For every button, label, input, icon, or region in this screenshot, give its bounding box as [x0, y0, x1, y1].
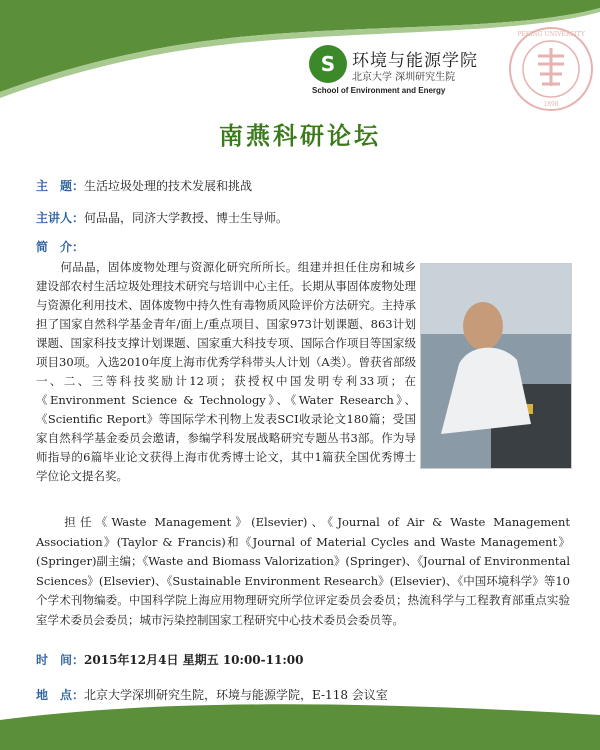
- topic-label: 主 题：: [36, 179, 85, 193]
- intro-paragraph-2-text: 担任《Waste Management》(Elsevier)、《Journal of Air & Waste Management Association》(Taylor & Francis)和《Journal of Material Cycles and Waste Management》(Springer)副主编；《Waste and Biomass Valorization》(Springer)、《Journal of Environmental Sciences》(Elsevier)、《Sustainable Environment Research》(Elsevier)、《中国环境科学》等10个学术刊物编委。中国科学院上海应用物理研究所学位评定委员会委员；热流科学与工程教育部重点实验室学术委员会委员；城市污染控制国家工程研究中心技术委员会委员等。: [36, 515, 571, 627]
- school-name-cn: 环境与能源学院: [352, 51, 478, 71]
- svg-text:S: S: [320, 52, 336, 76]
- seal-text: PEKING UNIVERSITY: [517, 31, 585, 38]
- speaker-photo: [420, 263, 572, 469]
- intro-heading: [36, 238, 84, 255]
- intro-paragraph-2: [36, 513, 570, 630]
- time-value: 2015年12月4日 星期五 10:00-11:00: [84, 653, 304, 667]
- peking-university-seal-icon: [508, 26, 594, 112]
- time-row: [36, 651, 303, 668]
- speaker-label: 主讲人：: [36, 211, 85, 225]
- intro-paragraph-1: [36, 258, 416, 486]
- intro-label: 简 介：: [36, 240, 85, 254]
- place-row: [36, 686, 388, 703]
- intro-paragraph-1-text: 何品晶，固体废物处理与资源化研究所所长。组建并担任住房和城乡建设部农村生活垃圾处理技术研究与培训中心主任。长期从事固体废物处理与资源化利用技术、固体废物中持久性有毒物质风险评价方法研究。主持承担了国家自然科学基金青年/面上/重点项目、国家973计划课题、863计划课题、国家科技支撑计划课题、国家重大科技专项、国际合作项目等国家级项目30项。入选2010年度上海市优秀学科带头人计划（A类）。曾获省部级一、二、三等科技奖励计12项；获授权中国发明专利33项；在《Environment Science & Technology》、《Water Research》、《Scientific Report》等国际学术刊物上发表SCI收录论文180篇；受国家自然科学基金委员会邀请，参编学科发展战略研究专题丛书3部。作为导师指导的6篇毕业论文获得上海市优秀博士论文，其中1篇获全国优秀博士学位论文提名奖。: [36, 260, 416, 483]
- forum-title: 南燕科研论坛: [219, 122, 381, 150]
- speaker-row: [36, 209, 288, 226]
- time-label: 时 间：: [36, 653, 85, 667]
- place-label: 地 点：: [36, 688, 85, 702]
- speaker-value: 何品晶，同济大学教授、博士生导师。: [84, 211, 289, 225]
- topic-row: [36, 177, 252, 194]
- school-logo-icon: [308, 44, 348, 84]
- school-name-en: School of Environment and Energy: [312, 86, 446, 95]
- school-parent-name: 北京大学 深圳研究生院: [352, 72, 456, 83]
- place-value: 北京大学深圳研究生院，环境与能源学院，E-118 会议室: [84, 688, 388, 702]
- seal-year: 1898: [543, 101, 559, 108]
- topic-value: 生活垃圾处理的技术发展和挑战: [84, 179, 253, 193]
